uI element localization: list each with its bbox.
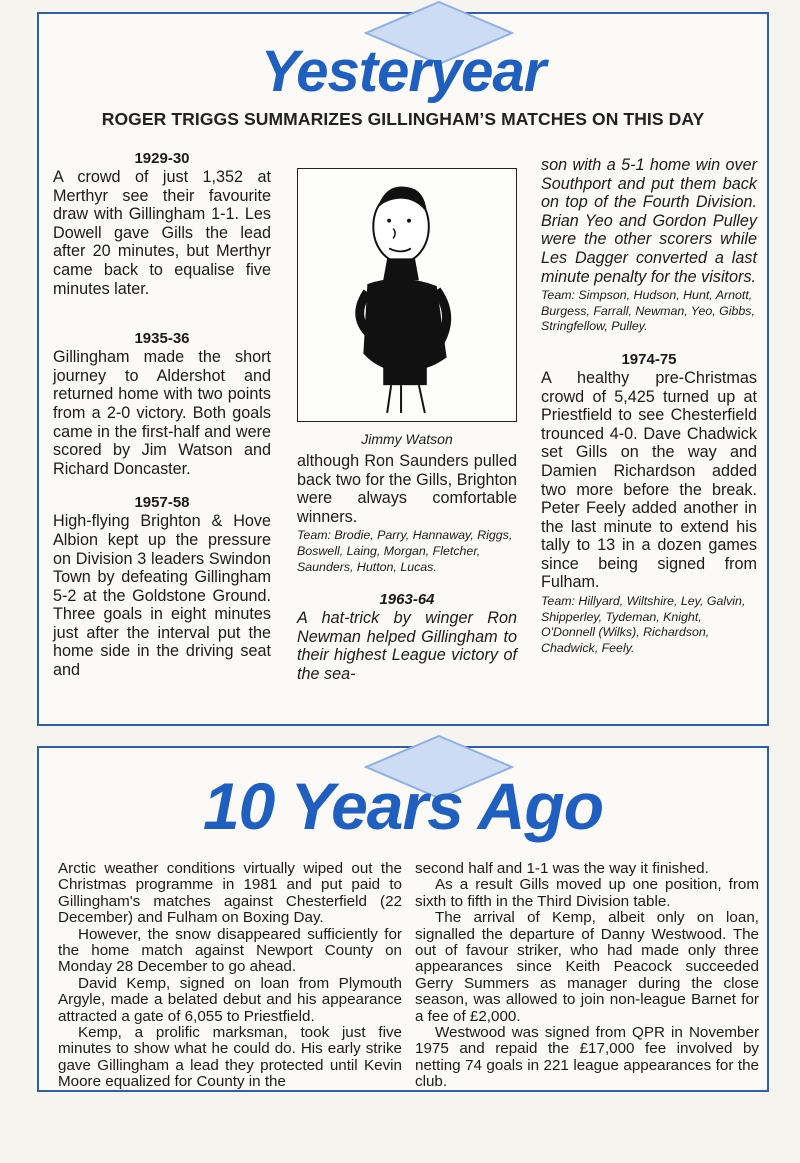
season-heading: 1957-58 xyxy=(134,494,190,512)
paragraph: Westwood was signed from QPR in November 1975 and repaid the £17,000 fee involved by netting 74 goals in 221 league appearances for the club. xyxy=(415,1024,759,1091)
yesteryear-title: Yesteryear xyxy=(260,39,546,104)
ten-years-ago-panel xyxy=(37,746,769,1092)
season-heading: 1974-75 xyxy=(621,350,677,368)
ten-years-column-1 xyxy=(58,861,402,1091)
yesteryear-column-1 xyxy=(53,146,271,680)
season-heading: 1929-30 xyxy=(134,150,190,167)
season-report-continued: son with a 5-1 home win over Southport and put them back on top of the Fourth Division. Brian Yeo and Gordon Pulley were the other scorers while Les Dagger converted a last minute penalty for the visitors. xyxy=(541,156,757,286)
caricature-icon xyxy=(298,169,516,421)
portrait-caption: Jimmy Watson xyxy=(361,431,453,447)
yesteryear-column-3 xyxy=(541,156,757,656)
season-report: Gillingham made the short journey to Aldershot and returned home with two points from a 2-0 victory. Both goals came in the first-half and were scored by Jim Watson and Richard Doncaster. xyxy=(53,348,271,478)
season-report: A healthy pre-Christmas crowd of 5,425 turned up at Priestfield to see Chesterfield trounced 4-0. Dave Chadwick set Gills on the way and Damien Richardson added two more before the break. Peter Feely added another in the last minute to extend his tally to 13 in a dozen games since being signed from Fulham. xyxy=(541,368,757,592)
yesteryear-subtitle: ROGER TRIGGS SUMMARIZES GILLINGHAM’S MATCHES ON THIS DAY xyxy=(101,109,705,129)
paragraph: David Kemp, signed on loan from Plymouth Argyle, made a belated debut and his appearance attracted a gate of 6,055 to Priestfield. xyxy=(58,974,402,1025)
paragraph: As a result Gills moved up one position, from sixth to fifth in the Third Division table. xyxy=(415,876,759,910)
season-report: A hat-trick by winger Ron Newman helped Gillingham to their highest League victory of the sea- xyxy=(297,609,517,683)
paragraph: The arrival of Kemp, albeit only on loan, signalled the departure of Danny Westwood. The out of favour striker, who had made only three appearances since Keith Peacock succeeded Gerry Summers as manager during the close season, was allowed to join non-league Barnet for a fee of £2,000. xyxy=(415,909,759,1025)
season-report-continued: although Ron Saunders pulled back two for the Gills, Brighton were always comfortable winners. xyxy=(297,452,517,526)
season-heading: 1963-64 xyxy=(379,591,435,609)
team-lineup: Team: Brodie, Parry, Hannaway, Riggs, Boswell, Laing, Morgan, Fletcher, Saunders, Hutton, Lucas. xyxy=(297,528,513,574)
ten-years-column-2 xyxy=(415,861,759,1091)
paragraph: However, the snow disappeared sufficiently for the home match against Newport County on Monday 28 December to go ahead. xyxy=(58,925,402,976)
paragraph: second half and 1-1 was the way it finished. xyxy=(415,860,709,877)
paragraph: Arctic weather conditions virtually wiped out the Christmas programme in 1981 and put paid to Gillingham's matches against Chesterfield (22 December) and Fulham on Boxing Day. xyxy=(58,860,402,927)
season-report: High-flying Brighton & Hove Albion kept up the pressure on Division 3 leaders Swindon Town by defeating Gillingham 5-2 at the Goldstone Ground. Three goals in eight minutes just after the interval put the home side in the driving seat and xyxy=(53,512,271,680)
team-lineup: Team: Hillyard, Wiltshire, Ley, Galvin, Shipperley, Tydeman, Knight, O'Donnell (Wilks), Richardson, Chadwick, Feely. xyxy=(541,594,746,655)
season-heading: 1935-36 xyxy=(134,330,190,348)
season-report: A crowd of just 1,352 at Merthyr see their favourite draw with Gillingham 1-1. Les Dowell gave Gills the lead after 20 minutes, but Merthyr came back to equalise five minutes later. xyxy=(53,168,271,298)
team-lineup: Team: Simpson, Hudson, Hunt, Arnott, Burgess, Farrall, Newman, Yeo, Gibbs, Stringfellow, Pulley. xyxy=(541,288,755,334)
paragraph: Kemp, a prolific marksman, took just five minutes to show what he could do. His early strike gave Gillingham a lead they protected until Kevin Moore equalized for County in the xyxy=(58,1024,402,1091)
portrait-illustration xyxy=(297,168,517,422)
yesteryear-panel xyxy=(37,12,769,726)
ten-years-ago-title: 10 Years Ago xyxy=(202,769,604,843)
